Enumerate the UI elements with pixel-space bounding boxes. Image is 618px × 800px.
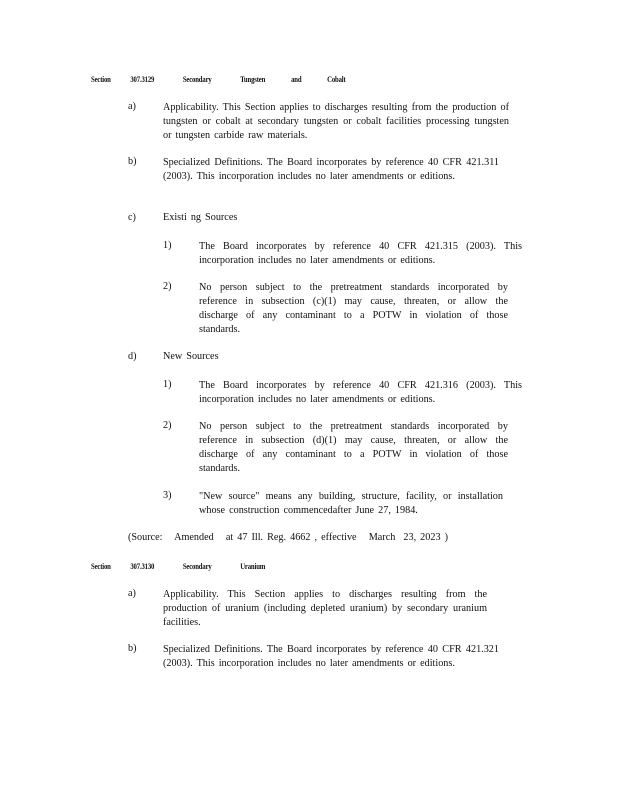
item-label-a: a) — [128, 588, 136, 599]
item-label-b: b) — [128, 643, 137, 654]
source-note: (Source: Amended at 47 Ill. Reg. 4662 , effective March 23, 2023 ) — [128, 532, 448, 543]
subheading-new-sources: New Sources — [163, 351, 219, 362]
item-label-d2: 2) — [163, 420, 172, 431]
paragraph-text: Applicability. This Section applies to discharges resulting from the production of uranium (including depleted uranium) by secondary uranium facilities. — [163, 589, 487, 628]
paragraph-definitions — [163, 156, 499, 184]
paragraph-text: Specialized Definitions. The Board incorporates by reference 40 CFR 421.311 (2003). This incorporation includes no later amendments or editions. — [163, 157, 499, 182]
item-label-c1: 1) — [163, 240, 172, 251]
paragraph-d2 — [199, 420, 508, 476]
paragraph-text: Specialized Definitions. The Board incorporates by reference 40 CFR 421.321 (2003). This incorporation includes no later amendments or editions. — [163, 644, 499, 669]
section-label: Section — [91, 562, 111, 571]
paragraph-text: "New source" means any building, structure, facility, or installation whose construction commencedafter June 27, 1984. — [199, 491, 503, 516]
item-label-c: c) — [128, 212, 136, 223]
section-title-word: and — [291, 75, 302, 84]
subheading-existing-sources: Existi ng Sources — [163, 212, 238, 223]
paragraph-c1 — [199, 240, 522, 268]
paragraph-text: The Board incorporates by reference 40 CFR 421.316 (2003). This incorporation includes no later amendments or editions. — [199, 380, 522, 405]
section-number: 307.3129 — [130, 75, 155, 84]
paragraph-text: No person subject to the pretreatment standards incorporated by reference in subsection (d)(1) may cause, threaten, or allow the discharge of any contaminant to a POTW in violation of those standards. — [199, 421, 508, 474]
paragraph-text: No person subject to the pretreatment standards incorporated by reference in subsection (c)(1) may cause, threaten, or allow the discharge of any contaminant to a POTW in violation of those standards. — [199, 282, 508, 335]
paragraph-text: Applicability. This Section applies to discharges resulting from the production of tungsten or cobalt at secondary tungsten or cobalt facilities processing tungsten or tungsten carbide raw materials. — [163, 102, 509, 141]
section-number: 307.3130 — [130, 562, 155, 571]
section-title-word: Secondary — [182, 562, 212, 571]
item-label-a: a) — [128, 101, 136, 112]
section-title-word: Cobalt — [327, 75, 346, 84]
section-title-word: Secondary — [182, 75, 212, 84]
item-label-d3: 3) — [163, 490, 172, 501]
paragraph-text: The Board incorporates by reference 40 CFR 421.315 (2003). This incorporation includes no later amendments or editions. — [199, 241, 522, 266]
section-label: Section — [91, 75, 111, 84]
section-title-word: Tungsten — [240, 75, 266, 84]
paragraph-d1 — [199, 379, 522, 407]
section-title-word: Uranium — [240, 562, 266, 571]
paragraph-applicability — [163, 101, 509, 143]
paragraph-c2 — [199, 281, 508, 337]
paragraph-applicability-uranium — [163, 588, 487, 630]
paragraph-definitions-uranium — [163, 643, 499, 671]
paragraph-d3 — [199, 490, 503, 518]
item-label-d: d) — [128, 351, 137, 362]
item-label-d1: 1) — [163, 379, 172, 390]
item-label-c2: 2) — [163, 281, 172, 292]
item-label-b: b) — [128, 156, 137, 167]
